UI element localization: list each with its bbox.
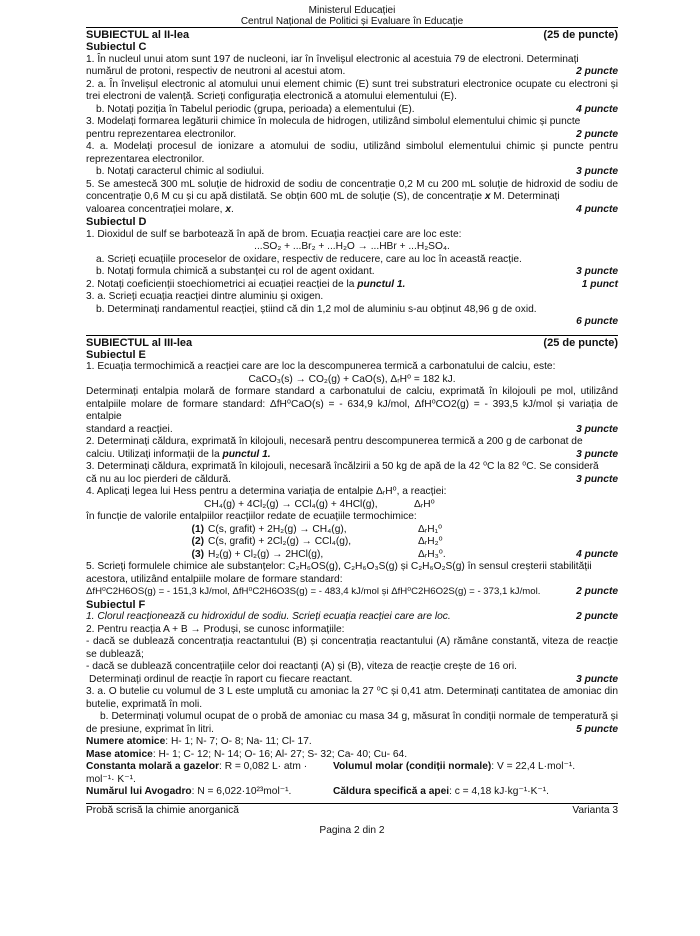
atomic-masses-values: : H- 1; C- 12; N- 14; O- 16; Al- 27; S- 32; Ca- 40; Cu- 64. (152, 748, 408, 760)
d-q2 (86, 279, 405, 292)
c-q5-x: x (484, 191, 491, 202)
e-reaction-1 (86, 524, 618, 537)
d-q2-ref: punctul 1. (357, 278, 406, 290)
e-q4-enthalpy: ΔᵣH⁰ (414, 498, 435, 510)
c-q5-points: 4 puncte (576, 203, 618, 215)
e-q3b: că nu au loc pierderi de căldură. (86, 473, 231, 485)
page-number: Pagina 2 din 2 (319, 825, 385, 836)
avogadro-value: : N = 6,022·10²³mol⁻¹. (191, 786, 292, 797)
e-q2b (86, 449, 271, 462)
exam-page (86, 0, 618, 838)
atomic-numbers-values: : H- 1; N- 7; O- 8; Na- 11; Cl- 17. (165, 736, 312, 747)
c-q2-points: 4 puncte (576, 103, 618, 115)
section-2-title: SUBIECTUL al II-lea (86, 29, 190, 41)
footer-variant: Varianta 3 (572, 804, 618, 816)
c-q3b: pentru reprezentarea electronilor. (86, 128, 237, 140)
f-q1 (86, 611, 451, 624)
c-q1-points: 2 puncte (576, 66, 618, 77)
c-q4b-row (86, 166, 618, 179)
c-q3-points: 2 puncte (576, 128, 618, 140)
e-q5c: ΔfH⁰C2H6OS(g) = - 151,3 kJ/mol, ΔfH⁰C2H6O3S(g) = - 483,4 kJ/mol și ΔfH⁰C2H6O2S(g) = - 373,1 kJ/mol. (86, 586, 541, 597)
e-reaction-3-number: (3) (191, 548, 204, 560)
e-q1: 1. Ecuația termochimică a reacției care are loc la descompunerea termică a carbonatului de calciu, este: (86, 361, 556, 372)
atomic-numbers-label: Numere atomice (86, 736, 166, 747)
f-q2-line3-row (86, 674, 618, 687)
c-q5a-text: 5. Se amestecă 300 mL soluție de hidroxid de sodiu de concentrație 0,2 M cu 200 mL soluție de hidroxid de sodiu de concentrație 0,6 M cu și cu apă distilată. Se obțin 600 mL de soluție (S), de concentrație (86, 178, 618, 202)
e-q1-equation: CaCO₃(s) → CO₂(g) + CaO(s), ΔᵣH⁰ = 182 kJ. (248, 373, 456, 385)
f-q3-points: 5 puncte (576, 723, 618, 735)
d-q3a: 3. a. Scrieți ecuația reacției dintre aluminiu și oxigen. (86, 291, 324, 302)
subject-c-title: Subiectul C (86, 41, 147, 53)
gas-constant-label: Constanta molară a gazelor (86, 761, 220, 772)
e-q1b-text: Determinați entalpia molară de formare standard a carbonatului de calciu, exprimată în kilojouli pe mol, utilizând entalpiile molare de formare standard: (86, 386, 618, 410)
e-q1b-values: ΔfH⁰CaO(s) = - 634,9 kJ/mol, ΔfH⁰CO2(g) = - 393,5 kJ/mol și variația de entalpie (86, 398, 618, 422)
c-q1-line1: 1. În nucleul unui atom sunt 197 de nucleoni, iar în învelișul electronic al acestuia 79 de electroni. Determinați (86, 53, 579, 65)
c-q4-points: 3 puncte (576, 166, 618, 177)
e-q2b-text: calciu. Utilizați informații de la (86, 448, 220, 460)
f-q2-line3: Determinați ordinul de reacție în raport cu fiecare reactant. (89, 673, 353, 685)
d-q2-text: 2. Notați coeficienții stoechiometrici ai ecuației reacției de la (86, 278, 355, 290)
e-q1-points: 3 puncte (576, 423, 618, 435)
molar-volume-label: Volumul molar (condiții normale) (333, 761, 492, 772)
e-q1c-row (86, 424, 618, 437)
subject-e-title: Subiectul E (86, 348, 146, 361)
e-reaction-1-enthalpy: ΔᵣH₁⁰ (418, 523, 443, 535)
section-3-header (86, 335, 618, 349)
footer-exam-name: Probă scrisă la chimie anorganică (86, 804, 239, 816)
e-q3b-row (86, 474, 618, 487)
f-q1-points: 2 puncte (576, 611, 618, 622)
ministry-name: Ministerul Educației (308, 5, 396, 16)
e-q5b: acestora, utilizând entalpiile molare de formare standard: (86, 573, 343, 585)
e-reaction-3-enthalpy: ΔᵣH₃⁰. (418, 548, 446, 560)
c-q2b: b. Notați poziția în Tabelul periodic (grupa, perioada) a elementului (E). (96, 103, 415, 115)
e-reaction-2-enthalpy: ΔᵣH₂⁰ (418, 536, 443, 547)
e-q5-points: 2 puncte (576, 586, 618, 597)
e-reaction-3-equation: H₂(g) + Cl₂(g) → 2HCl(g), (208, 548, 324, 560)
d-q1b-row (86, 266, 618, 279)
specific-heat (333, 786, 549, 799)
c-q5b-row (86, 204, 618, 217)
c-q5b: valoarea concentrației molare, x. (86, 203, 234, 215)
section-3-points: (25 de puncte) (543, 336, 618, 349)
d-q3-points-row (86, 316, 618, 329)
e-q5c-row (86, 586, 618, 599)
f-q1-text: 1. Clorul reacționează cu hidroxidul de sodiu. Scrieți ecuația reacției care are loc. (86, 611, 451, 622)
c-q3a: 3. Modelați formarea legăturii chimice în molecula de hidrogen, utilizând simbolul elementului chimic și puncte (86, 116, 581, 127)
c-q4b: b. Notați caracterul chimic al sodiului. (96, 166, 265, 177)
f-q2-line1: - dacă se dublează concentrația reactantului (B) și concentrația reactantului (A) rămâne constantă, viteza de reacție se dublează; (86, 636, 618, 660)
e-q2a: 2. Determinați căldura, exprimată în kilojouli, necesară pentru descompunerea termică a 200 g de carbonat de (86, 436, 583, 447)
f-q3b (86, 711, 618, 736)
page-footer (86, 803, 618, 818)
constants-row-1 (86, 761, 618, 786)
molar-volume (333, 761, 575, 786)
f-q2-points: 3 puncte (576, 673, 618, 685)
c-q5a-tail: M. Determinați (490, 191, 560, 202)
gas-constant (86, 761, 333, 786)
e-reaction-2-equation: C(s, grafit) + 2Cl₂(g) → CCl₄(g), (208, 536, 352, 547)
c-q3b-row (86, 129, 618, 142)
e-q2-ref: punctul 1. (222, 448, 271, 460)
c-q4a: 4. a. Modelați procesul de ionizare a atomului de sodiu, utilizând simbolul elementului chimic și puncte pentru reprezentarea electronilor. (86, 141, 618, 165)
f-q3a: 3. a. O butelie cu volumul de 3 L este umplută cu amoniac la 27 ⁰C și 0,41 atm. Determinați cantitatea de amoniac din butelie, exprimată în moli. (86, 686, 618, 710)
e-reaction-1-number: (1) (191, 523, 204, 535)
f-q3b-text: b. Determinați volumul ocupat de o probă de amoniac cu masa 34 g, măsurat în condiții normale de temperatură și de presiune, exprimat în litri. (86, 711, 618, 735)
f-q2-line2: - dacă se dublează concentrațiile celor doi reactanți (A) și (B), viteza de reacție crește de 16 ori. (86, 661, 517, 672)
e-q5a: 5. Scrieți formulele chimice ale substanțelor: C₂H₆OS(g), C₂H₆O₃S(g) și C₂H₆O₂S(g) în sensul creșterii stabilității (86, 561, 592, 572)
section-2-points: (25 de puncte) (543, 29, 618, 41)
atomic-masses-label: Mase atomice (86, 748, 153, 760)
c-q1-text: numărul de protoni, respectiv de neutroni al acestui atom. (86, 66, 346, 77)
d-q1-equation: ...SO₂ + ...Br₂ + ...H₂O → ...HBr + ...H₂SO₄. (254, 241, 450, 252)
e-reaction-1-equation: C(s, grafit) + 2H₂(g) → CH₄(g), (208, 523, 347, 535)
atomic-numbers (86, 736, 618, 749)
e-q4-points: 4 puncte (576, 548, 618, 560)
specific-heat-label: Căldura specifică a apei (333, 786, 450, 797)
e-q3a: 3. Determinați căldura, exprimată în kilojouli, necesară încălzirii a 50 kg de apă de la 42 ⁰C la 82 ⁰C. Se consideră (86, 461, 599, 472)
atomic-masses (86, 749, 618, 762)
specific-heat-value: : c = 4,18 kJ·kg⁻¹·K⁻¹. (449, 786, 549, 797)
e-q1b (86, 386, 618, 424)
e-q4-equation: CH₄(g) + 4Cl₂(g) → CCl₄(g) + 4HCl(g), (204, 498, 378, 510)
e-reaction-3 (86, 549, 618, 562)
d-q1a: a. Scrieți ecuațiile proceselor de oxidare, respectiv de reducere, care au loc în această reacție. (96, 253, 522, 265)
f-q1-row (86, 611, 618, 624)
c-q5b-text: valoarea concentrației molare, (86, 203, 226, 215)
d-q2-row (86, 279, 618, 292)
d-q3-points: 6 puncte (576, 316, 618, 327)
constants-block (86, 736, 618, 799)
e-q1c: standard a reacției. (86, 423, 173, 435)
c-q1-line2 (86, 66, 618, 79)
e-q2-points: 3 puncte (576, 448, 618, 460)
section-2-header (86, 27, 618, 41)
avogadro-number (86, 786, 333, 799)
d-q3b: b. Determinați randamentul reacției, știind că din 1,2 mol de aluminiu s-au obținut 48,96 g de oxid. (96, 303, 537, 315)
molar-volume-value: : V = 22,4 L·mol⁻¹. (491, 761, 576, 772)
d-q1b: b. Notați formula chimică a substanței cu rol de agent oxidant. (96, 266, 375, 277)
d-q1: 1. Dioxidul de sulf se barbotează în apă de brom. Ecuația reacției care are loc este: (86, 228, 462, 240)
avogadro-label: Numărul lui Avogadro (86, 786, 192, 797)
d-q2-points: 1 punct (581, 278, 618, 290)
page-header (86, 5, 618, 27)
c-q2a: 2. a. În învelișul electronic al atomului unui element chimic (E) sunt trei substraturi electronice ocupate cu electroni și trei electroni de valență. Scrieți configurația electronică a atomului elementului (E). (86, 78, 618, 102)
e-reaction-2-number: (2) (191, 536, 204, 547)
e-q4b: în funcție de valorile entalpiilor reacțiilor redate de ecuațiile termochimice: (86, 511, 417, 522)
section-3-title: SUBIECTUL al III-lea (86, 336, 193, 349)
e-q3-points: 3 puncte (576, 473, 618, 485)
d-q1-points: 3 puncte (576, 266, 618, 277)
gas-constant-value: : R = 0,082 L· atm · mol⁻¹· K⁻¹. (86, 761, 308, 785)
e-reaction-2 (86, 536, 618, 549)
f-q2: 2. Pentru reacția A + B → Produși, se cunosc informațiile: (86, 623, 345, 635)
c-q2b-row (86, 104, 618, 117)
subject-f-title: Subiectul F (86, 598, 146, 611)
e-q2b-row (86, 449, 618, 462)
e-q4-main-reaction (86, 499, 618, 512)
constants-row-2 (86, 786, 618, 799)
c-q5a (86, 179, 618, 204)
subject-d-title: Subiectul D (86, 216, 147, 228)
e-q4a: 4. Aplicați legea lui Hess pentru a determina variația de entalpie ΔᵣH⁰, a reacției: (86, 486, 447, 497)
c-q5-x2: x (225, 203, 231, 215)
center-name: Centrul Național de Politici și Evaluare în Educație (240, 16, 464, 27)
